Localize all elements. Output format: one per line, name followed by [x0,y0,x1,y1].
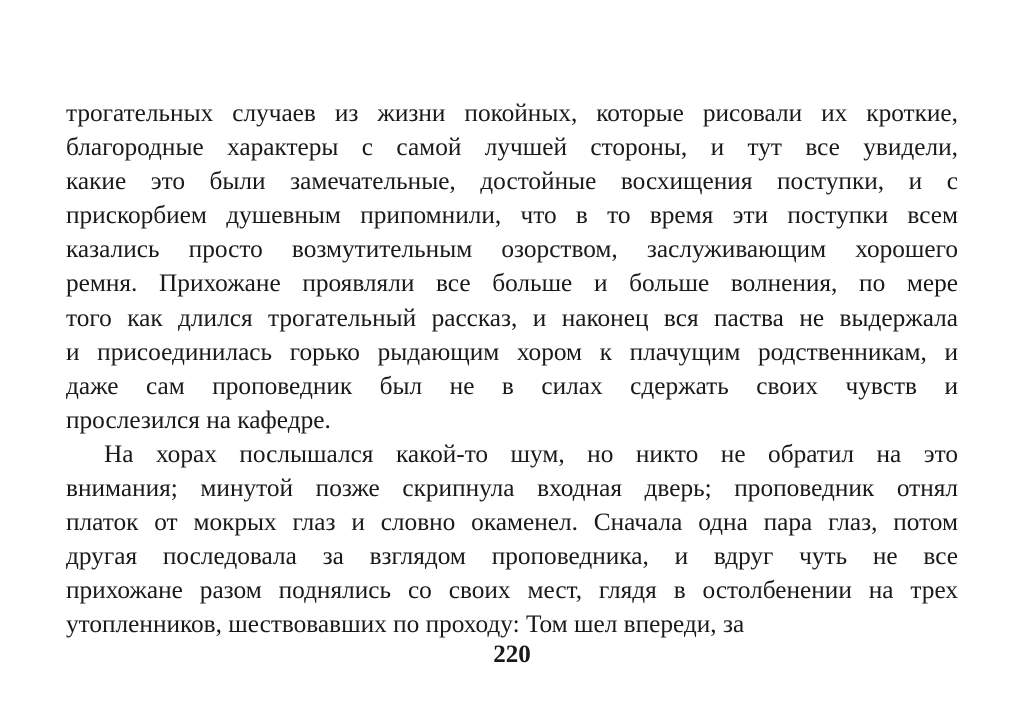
text-line: прихожане разом поднялись со своих мест, глядя в остолбенении на трех [66,576,958,605]
paragraph-1 [66,96,958,437]
text-line: ремня. Прихожане проявляли все больше и больше волнения, по мере [66,269,958,298]
text-line: утопленников, шествовавших по проходу: Том шел впереди, за [66,610,745,639]
text-line: трогательных случаев из жизни покойных, которые рисовали их кроткие, [66,99,958,127]
text-line: и присоединилась горько рыдающим хором к плачущим родственникам, и [66,337,958,366]
text-line: прослезился на кафедре. [66,405,331,434]
text-line: внимания; минутой позже скрипнула входная дверь; проповедник отнял [66,474,958,503]
text-line: того как длился трогательный рассказ, и наконец вся паства не выдержала [66,303,958,332]
text-line: какие это были замечательные, достойные восхищения поступки, и с [66,167,958,196]
text-line: благородные характеры с самой лучшей стороны, и тут все увидели, [66,133,958,162]
text-line: прискорбием душевным припомнили, что в то время эти поступки всем [66,201,958,230]
page-number: 220 [493,641,531,668]
body-text [66,96,958,642]
paragraph-2 [66,437,958,642]
text-line: казались просто возмутительным озорством, заслуживающим хорошего [66,235,958,264]
text-line: На хорах послышался какой-то шум, но никто не обратил на это [104,439,958,468]
text-line: другая последовала за взглядом проповедника, и вдруг чуть не все [66,542,958,571]
text-line: даже сам проповедник был не в силах сдержать своих чувств и [66,371,958,400]
text-line: платок от мокрых глаз и словно окаменел. Сначала одна пара глаз, потом [66,508,958,537]
